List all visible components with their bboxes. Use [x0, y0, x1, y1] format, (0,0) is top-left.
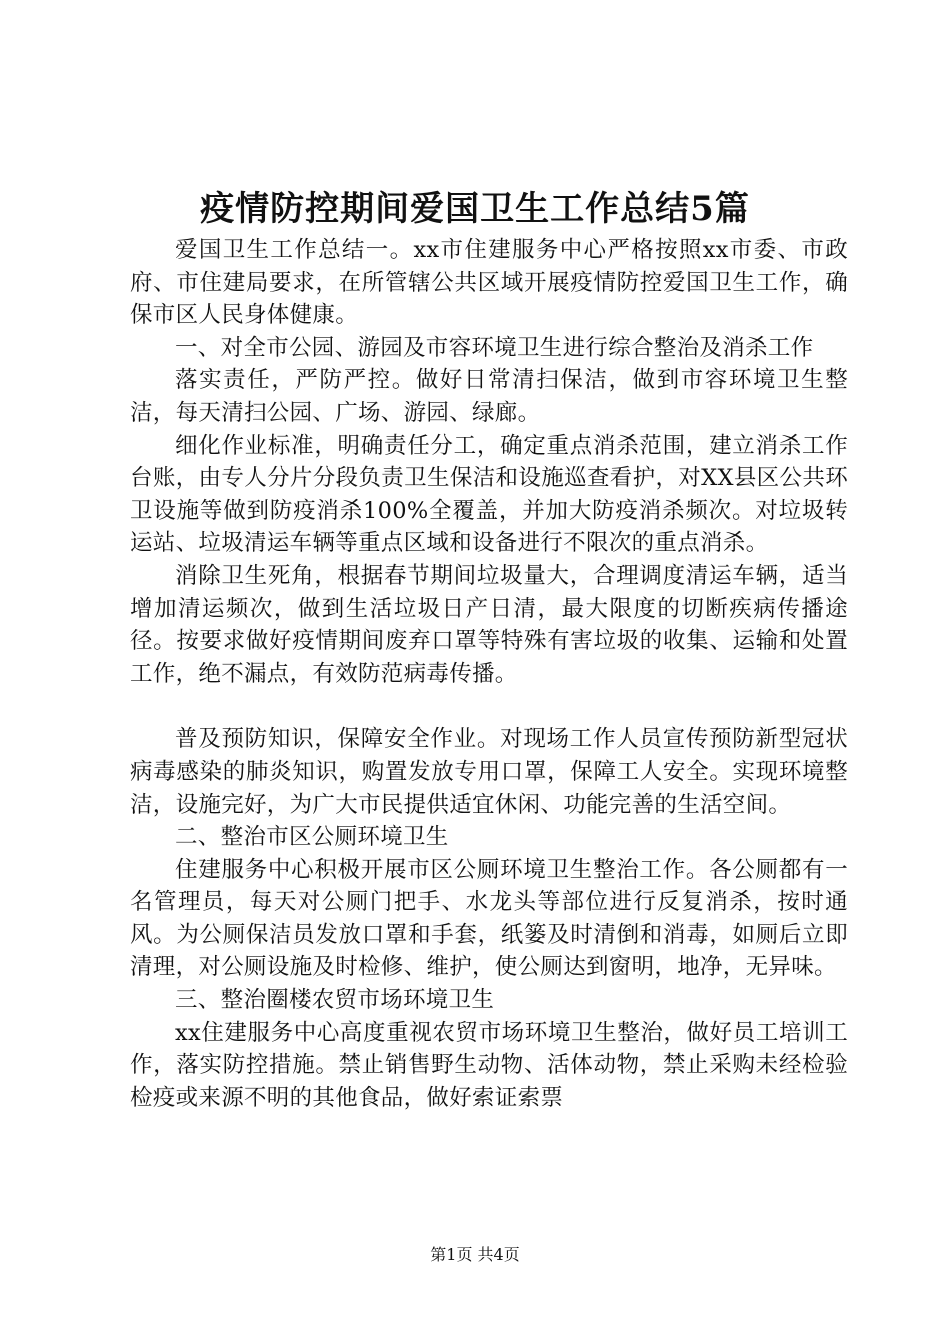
paragraph: 爱国卫生工作总结一。xx市住建服务中心严格按照xx市委、市政府、市住建局要求，在所管辖公共区域开展疫情防控爱国卫生工作，确保市区人民身体健康。: [130, 237, 848, 329]
page-number: 第1页 共4页: [430, 1245, 520, 1264]
paragraph: 住建服务中心积极开展市区公厕环境卫生整治工作。各公厕都有一名管理员，每天对公厕门把手、水龙头等部位进行反复消杀，按时通风。为公厕保洁员发放口罩和手套，纸篓及时清倒和消毒，如厕后立即清理，对公厕设施及时检修、维护，使公厕达到窗明，地净，无异味。: [130, 856, 848, 981]
document-title: 疫情防控期间爱国卫生工作总结5篇: [200, 189, 750, 229]
paragraph: xx住建服务中心高度重视农贸市场环境卫生整治，做好员工培训工作，落实防控措施。禁止销售野生动物、活体动物，禁止采购未经检验检疫或来源不明的其他食品，做好索证索票: [130, 1019, 848, 1111]
paragraph: 落实责任，严防严控。做好日常清扫保洁，做到市容环境卫生整洁，每天清扫公园、广场、游园、绿廊。: [130, 367, 848, 426]
paragraph: 普及预防知识，保障安全作业。对现场工作人员宣传预防新型冠状病毒感染的肺炎知识，购置发放专用口罩，保障工人安全。实现环境整洁，设施完好，为广大市民提供适宜休闲、功能完善的生活空间。: [130, 726, 848, 818]
section-heading: 二、整治市区公厕环境卫生: [175, 824, 449, 851]
paragraph: 细化作业标准，明确责任分工，确定重点消杀范围，建立消杀工作台账，由专人分片分段负责卫生保洁和设施巡查看护，对XX县区公共环卫设施等做到防疫消杀100%全覆盖，并加大防疫消杀频次。对垃圾转运站、垃圾清运车辆等重点区域和设备进行不限次的重点消杀。: [130, 432, 848, 557]
paragraph: 消除卫生死角，根据春节期间垃圾量大，合理调度清运车辆，适当增加清运频次，做到生活垃圾日产日清，最大限度的切断疾病传播途径。按要求做好疫情期间废弃口罩等特殊有害垃圾的收集、运输和处置工作，绝不漏点，有效防范病毒传播。: [130, 562, 848, 687]
section-heading: 三、整治圈楼农贸市场环境卫生: [175, 987, 495, 1014]
section-heading: 一、对全市公园、游园及市容环境卫生进行综合整治及消杀工作: [175, 334, 814, 361]
document-body: [130, 234, 848, 1114]
